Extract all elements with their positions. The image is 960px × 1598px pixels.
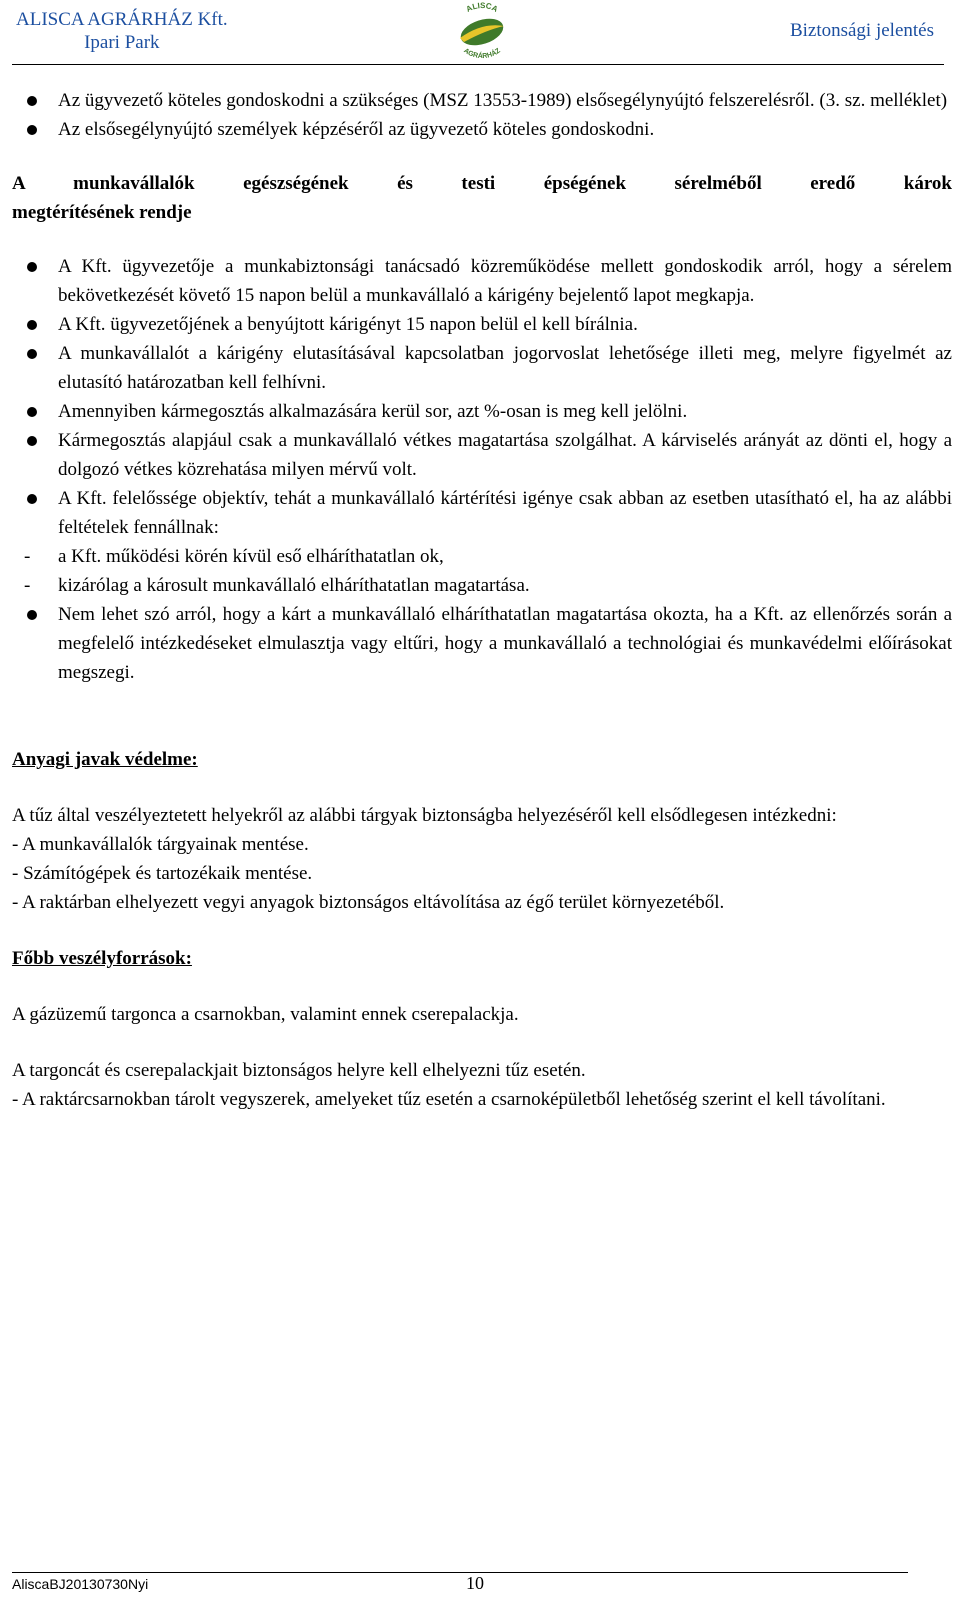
header-divider (12, 64, 944, 65)
company-logo (446, 2, 518, 60)
list-item: A Kft. ügyvezetője a munkabiztonsági tanácsadó közreműködése mellett gondoskodik arról, hogy a sérelem bekövetkezését követő 15 napon belül a munkavállaló a kárigény bejelentő lapot megkapja. (12, 252, 952, 310)
header-left (16, 8, 228, 54)
svg-text:ALISCA (465, 2, 500, 14)
list-item: A Kft. ügyvezetőjének a benyújtott kárigényt 15 napon belül el kell bírálnia. (12, 310, 952, 339)
first-aid-list (12, 86, 952, 144)
list-item: Az ügyvezető köteles gondoskodni a szükséges (MSZ 13553-1989) elsősegélynyújtó felszerelésről. (3. sz. melléklet) (12, 86, 952, 115)
asset-item: - A munkavállalók tárgyainak mentése. (12, 834, 309, 855)
condition-item: - kizárólag a károsult munkavállaló elháríthatatlan magatartása. (12, 571, 952, 600)
compensation-list (12, 252, 952, 542)
condition-item: - a Kft. működési körén kívül eső elháríthatatlan ok, (12, 542, 952, 571)
company-location: Ipari Park (84, 32, 160, 53)
list-item: A munkavállalót a kárigény elutasításával kapcsolatban jogorvoslat lehetősége illeti meg, melyre figyelmét az elutasító határozatban kell felhívni. (12, 339, 952, 397)
footer-doc-id: AliscaBJ20130730Nyi (12, 1576, 149, 1592)
hazards-paragraph-3: - A raktárcsarnokban tárolt vegyszerek, amelyeket tűz esetén a csarnoképületből lehetőség szerint el kell távolítani. (12, 1089, 886, 1110)
list-item: Az elsősegélynyújtó személyek képzéséről az ügyvezető köteles gondoskodni. (12, 115, 952, 144)
document-title: Biztonsági jelentés (789, 20, 934, 41)
logo-text-top: ALISCA (464, 2, 500, 14)
compensation-list-final (12, 600, 952, 687)
list-item: A Kft. felelőssége objektív, tehát a munkavállaló kártérítési igénye csak abban az esetben utasítható el, ha az alábbi feltételek fennállnak: (12, 484, 952, 542)
list-item: Amennyiben kármegosztás alkalmazására kerül sor, azt %-osan is meg kell jelölni. (12, 397, 952, 426)
footer-divider (12, 1572, 908, 1573)
assets-intro: A tűz által veszélyeztetett helyekről az alábbi tárgyak biztonságba helyezéséről kell elsődlegesen intézkedni: (12, 805, 837, 826)
assets-heading: Anyagi javak védelme: (12, 749, 198, 770)
list-item: Kármegosztás alapjául csak a munkavállaló vétkes magatartása szolgálhat. A kárviselés arányát az dönti el, hogy a dolgozó vétkes közrehatása milyen mérvű volt. (12, 426, 952, 484)
svg-text:AGRÁRHÁZ (462, 47, 502, 60)
asset-item: - A raktárban elhelyezett vegyi anyagok biztonságos eltávolítása az égő terület környezetéből. (12, 892, 725, 913)
page-number: 10 (466, 1573, 484, 1593)
company-name: ALISCA AGRÁRHÁZ Kft. (16, 9, 228, 30)
asset-item: - Számítógépek és tartozékaik mentése. (12, 863, 313, 884)
list-item: Nem lehet szó arról, hogy a kárt a munkavállaló elháríthatatlan magatartása okozta, ha a Kft. az ellenőrzés során a megfelelő intézkedéseket elmulasztja vagy eltűri, hogy a munkavállaló a technológiai és munkavédelmi előírásokat megszegi. (12, 600, 952, 687)
page-content (12, 86, 952, 1114)
hazards-heading: Főbb veszélyforrások: (12, 948, 192, 969)
hazards-paragraph-1: A gázüzemű targonca a csarnokban, valamint ennek cserepalackja. (12, 1004, 519, 1025)
compensation-heading-line1: A munkavállalók egészségének és testi épségének sérelméből eredő károk (12, 173, 952, 194)
logo-text-bottom: AGRÁRHÁZ (462, 47, 502, 60)
compensation-heading-line2: megtérítésének rendje (12, 202, 192, 223)
hazards-paragraph-2: A targoncát és cserepalackjait biztonságos helyre kell elhelyezni tűz esetén. (12, 1060, 586, 1081)
